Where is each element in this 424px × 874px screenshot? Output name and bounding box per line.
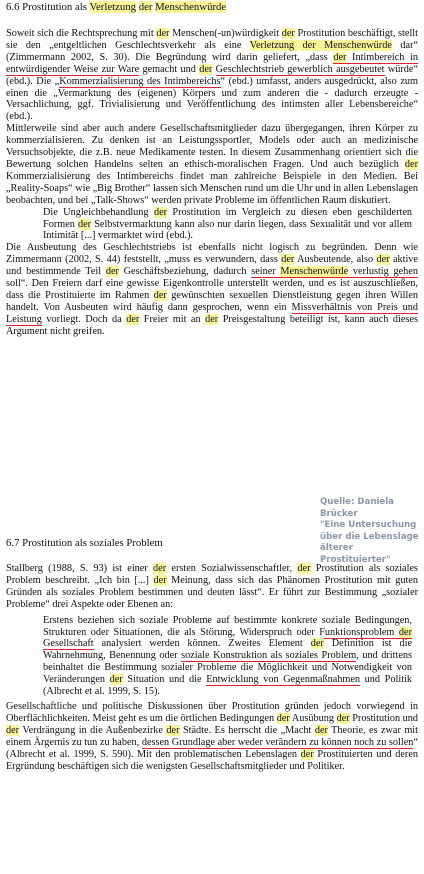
highlight: der (199, 63, 213, 75)
text: Prostitution im Vergleich zu diesen eben geschilderten Formen (43, 206, 413, 230)
highlight: der (205, 313, 219, 325)
block-quote-2 (43, 615, 412, 698)
underlined-text: Intimbereich in entwürdigender Weise zur Ware (6, 51, 419, 75)
source-line: älterer Prostituierter" (320, 543, 391, 565)
text: Ausübung (289, 712, 337, 724)
highlight: der (276, 712, 290, 724)
text: Die Ausbeutung des Geschlechtstriebs ist ebenfalls nicht logisch zu begründen. Denn wie Zimmermann (2002, S. 44) feststellt, „muss es verwundern, dass (6, 242, 418, 266)
text: Prostitution und (349, 712, 419, 724)
paragraph-4 (6, 563, 418, 611)
highlight: der (398, 626, 412, 638)
text: Menschen(-un)würdigkeit (169, 28, 282, 39)
highlight: der (297, 563, 311, 574)
text: “ (Albrecht et al. 1999, S. 590). Mit den problematischen Lebenslagen (6, 736, 418, 760)
source-line: Quelle: Daniela Brücker (320, 497, 394, 519)
underlined-text: dessen Grundlage aber weder verändern zu können noch zu sollen (141, 736, 414, 748)
highlight: der (281, 254, 295, 266)
highlight: der (153, 563, 167, 574)
highlight: der (153, 289, 167, 301)
text: Preisgestaltung beteiligt ist, kann auch dieses Argument nicht greifen. (6, 313, 418, 337)
highlight: der (78, 218, 92, 230)
highlight: der (310, 638, 324, 650)
highlight: der (166, 724, 180, 736)
text: vorliegt. Doch da (41, 313, 127, 325)
highlight: der (281, 28, 295, 39)
text: Mittlerweile sind aber auch andere Gesellschaftsmitglieder dazu übergegangen, ihren Körper zu kommerzialisieren. Zu denken ist an Leistungssportler, Models oder auch an medizinische Versuchsobjekte, die z.B. neue Medikamente testen. In diesem Zusammenhang orientiert sich die Bewertung solchen Handelns selten an ethisch-moralischen Fragen. Und auch bezüglich (6, 123, 418, 170)
text: analysiert werden können. Zweites Element (93, 638, 311, 650)
highlight: Verletzung der Menschenwürde (249, 39, 392, 51)
highlight: der (109, 674, 123, 686)
highlight: der (105, 266, 119, 278)
highlight: der (126, 313, 140, 325)
source-line: über die Lebenslage (320, 531, 419, 542)
highlight: der (404, 158, 418, 170)
text: würde“ (ebd.). Die „ (6, 63, 418, 87)
text: , und drittens beinhaltet die Bestimmung sozialer Probleme die Möglichkeit und Notwendigkeit von Veränderungen (43, 650, 412, 686)
heading-text: 6.6 Prostitution als (6, 1, 90, 13)
highlight: Verletzung (89, 1, 137, 13)
text: Stallberg (1988, S. 93) ist einer (6, 563, 154, 574)
underlined-text: verlustig gehen (348, 266, 418, 278)
underline-mark (251, 266, 418, 278)
highlight: Menschenwürde (280, 266, 349, 278)
underlined-text: Entwicklung von Gegenmaßnahmen (206, 674, 361, 686)
highlight: der (153, 574, 167, 586)
highlight: der (156, 28, 170, 39)
paragraph-1 (6, 28, 418, 123)
text: ersten Sozialwissenschaftler, (166, 563, 298, 574)
text: gewünschten sexuellen Dienstleistung gegen ihren Willen handelt. Von Ausbeuten wird häufig dann gesprochen, wenn ein (6, 289, 418, 313)
text: Situation und die (122, 674, 207, 686)
highlight: der (336, 712, 350, 724)
text: Kommerzialisierung des Intimbereichs findet man zahlreiche Beispiele in den Medien. Bei „Reality-Soaps“ wie „Big Brother“ lassen sich Menschen rund um die Uhr und in allen Lebenslagen beobachten, und bei „Talk-Shows“ werden private Probleme im öffentlichen Raum diskutiert. (6, 170, 418, 206)
text: Soweit sich die Rechtsprechung mit (6, 28, 157, 39)
highlight: der (376, 254, 390, 266)
highlight: der (6, 724, 20, 736)
paragraph-3 (6, 242, 418, 337)
source-caption (320, 497, 424, 566)
block-quote-1 (43, 207, 412, 243)
text: “ (ebd.) umfasst, anders ausgedrückt, also zum einen die „Vermarktung des (eigenen) Körpers und zum anderen die - dadurch erzeugte - Versachlichung, ggf. Trivialisierung und Veröffentlichung des intimsten aller Lebensbereiche“ (ebd.). (6, 75, 418, 123)
text: Die Ungleichbehandlung (43, 206, 154, 218)
text: und Politik (Albrecht et al. 1999, S. 15). (43, 674, 413, 698)
text: aktive und bestimmende Teil (6, 254, 418, 278)
highlight: der (138, 1, 153, 13)
underlined-text: seiner (251, 266, 281, 278)
text: Prostitution als soziales Problem beschreibt. „Ich bin [...] (6, 563, 418, 586)
section-heading-6-7: 6.7 Prostitution als soziales Problem (6, 537, 163, 549)
underlined-text: soziale Konstruktion als soziales Problem (181, 650, 357, 662)
text: Erstens beziehen sich soziale Probleme auf bestimmte konkrete soziale Bedingungen, Strukturen oder Situationen, die als Störung, Widerspruch oder (43, 614, 412, 638)
text: Freier mit an (139, 313, 206, 325)
highlight: der (314, 724, 328, 736)
text: soll“. Den Freiern darf eine gewisse Eigenkontrolle unterstellt werden, und es ist auszuschließen, dass die Prostituierte im Rahmen (6, 278, 418, 301)
text: gemacht und (139, 63, 200, 75)
text: Verdrängung in die Außenbezirke (19, 724, 167, 736)
text: dar“ (Zimmermann 2002, S. 30). Die Begründung wird darin geliefert, „dass (6, 39, 418, 63)
text: Prostituierten und deren Ergründung beschäftigen sich die wenigsten Gesellschaftsmitglieder und Politiker. (6, 748, 418, 772)
source-line: "Eine Untersuchung (320, 520, 417, 530)
text: Definition ist die Wahrnehmung, Benennung oder (43, 638, 412, 662)
highlight: der (153, 206, 168, 218)
text: Gesellschaftliche und politische Diskussionen über Prostitution gründen jedoch vorwiegend in Oberflächlichkeiten. Meist geht es um die örtlichen Bedingungen (6, 700, 418, 724)
highlight: der (333, 51, 347, 63)
highlight: Menschenwürde (155, 1, 227, 13)
section-heading-6-6 (6, 2, 418, 14)
text: Städte. Es herrscht die „Macht (179, 724, 315, 736)
text: Geschäftsbeziehung, dadurch (118, 266, 252, 278)
text: Theorie, es zwar mit einem Ärgernis zu tun zu haben, (6, 724, 418, 748)
text: Prostitution beschäftigt, stellt sie den „entgeltlichen Geschlechtsverkehr als eine (6, 28, 418, 51)
text: Ausbeutende, also (294, 254, 377, 266)
paragraph-2 (6, 123, 418, 206)
paragraph-5 (6, 701, 418, 772)
underlined-text: Funktionsproblem (319, 626, 399, 638)
underlined-text: Gesellschaft (43, 638, 94, 650)
text: Meinung, dass sich das Phänomen Prostitution mit guten Gründen als soziales Problem bestimmen und deuten lässt“. Er führt zur Bestimmung „sozialer Probleme“ drei Aspekte oder Ebenen an: (6, 574, 418, 610)
underlined-text: Kommerzialisierung des Intimbereichs (59, 75, 221, 87)
section-body-6-7 (6, 563, 418, 772)
highlight: der (300, 748, 314, 760)
text: Selbstvermarktung kann also nur darin liegen, dass Sexualität und vor allem Intimität [...] vermarktet wird (ebd.). (43, 218, 412, 242)
section-body-6-6 (6, 28, 418, 338)
underlined-text: Geschlechtstrieb gewerblich ausgebeutet (215, 63, 385, 75)
underlined-text: Missverhältnis von Preis und Leistung (6, 301, 418, 325)
